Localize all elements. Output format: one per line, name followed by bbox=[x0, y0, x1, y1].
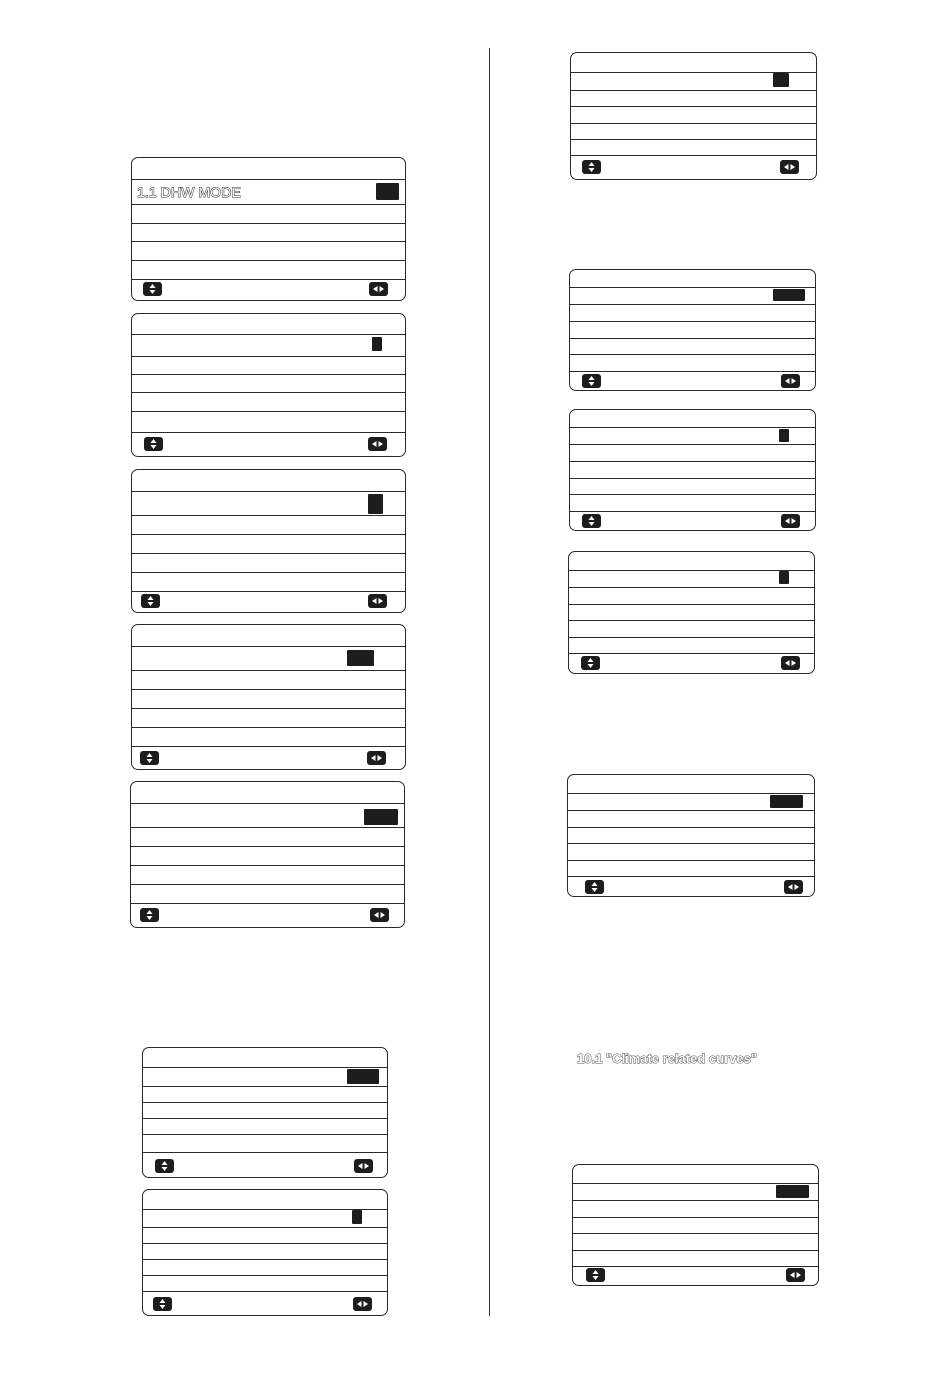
left-right-button[interactable] bbox=[786, 1268, 805, 1282]
up-down-button[interactable] bbox=[582, 374, 601, 388]
up-down-button[interactable] bbox=[581, 656, 600, 670]
selected-value-box bbox=[364, 809, 398, 825]
selected-value-box bbox=[376, 183, 399, 200]
left-right-button[interactable] bbox=[367, 751, 386, 765]
up-down-button[interactable] bbox=[144, 437, 163, 451]
selected-value-box bbox=[779, 429, 789, 442]
up-down-button[interactable] bbox=[141, 594, 160, 608]
selected-value-box bbox=[776, 1185, 809, 1198]
left-right-button[interactable] bbox=[784, 880, 803, 894]
up-down-button[interactable] bbox=[585, 880, 604, 894]
controller-screen bbox=[568, 551, 815, 674]
left-right-button[interactable] bbox=[368, 594, 387, 608]
selected-value-box bbox=[352, 1210, 362, 1224]
controller-screen bbox=[131, 469, 406, 613]
section-caption: 10.1 "Climate related curves" bbox=[577, 1051, 757, 1066]
controller-screen bbox=[567, 774, 815, 897]
controller-screen bbox=[569, 269, 816, 391]
left-right-button[interactable] bbox=[781, 374, 800, 388]
controller-screen bbox=[142, 1047, 388, 1178]
left-right-button[interactable] bbox=[353, 1297, 372, 1311]
up-down-button[interactable] bbox=[143, 282, 162, 296]
left-right-button[interactable] bbox=[780, 160, 799, 174]
left-right-button[interactable] bbox=[781, 514, 800, 528]
left-right-button[interactable] bbox=[781, 656, 800, 670]
controller-screen bbox=[570, 52, 817, 180]
left-right-button[interactable] bbox=[368, 437, 387, 451]
left-right-button[interactable] bbox=[370, 908, 389, 922]
selected-value-box bbox=[773, 73, 789, 87]
up-down-button[interactable] bbox=[586, 1268, 605, 1282]
selected-value-box bbox=[347, 1069, 379, 1084]
selected-value-box bbox=[347, 650, 374, 666]
controller-screen bbox=[569, 409, 816, 531]
controller-screen bbox=[130, 781, 405, 928]
controller-screen bbox=[142, 1189, 388, 1316]
selected-value-box bbox=[372, 337, 382, 351]
up-down-button[interactable] bbox=[582, 160, 601, 174]
controller-screen bbox=[572, 1164, 819, 1286]
column-divider bbox=[489, 48, 490, 1316]
left-right-button[interactable] bbox=[354, 1159, 373, 1173]
selected-value-box bbox=[770, 795, 803, 808]
up-down-button[interactable] bbox=[140, 908, 159, 922]
selected-value-box bbox=[368, 494, 383, 514]
selected-value-box bbox=[779, 571, 789, 584]
controller-screen-dhw-mode bbox=[131, 157, 406, 301]
controller-screen bbox=[131, 313, 406, 457]
up-down-button[interactable] bbox=[155, 1159, 174, 1173]
up-down-button[interactable] bbox=[582, 514, 601, 528]
up-down-button[interactable] bbox=[153, 1297, 172, 1311]
selected-value-box bbox=[773, 289, 805, 301]
controller-screen bbox=[131, 624, 406, 770]
up-down-button[interactable] bbox=[140, 751, 159, 765]
left-right-button[interactable] bbox=[369, 282, 388, 296]
menu-item-dhw-mode[interactable]: 1.1 DHW MODE bbox=[137, 184, 241, 200]
